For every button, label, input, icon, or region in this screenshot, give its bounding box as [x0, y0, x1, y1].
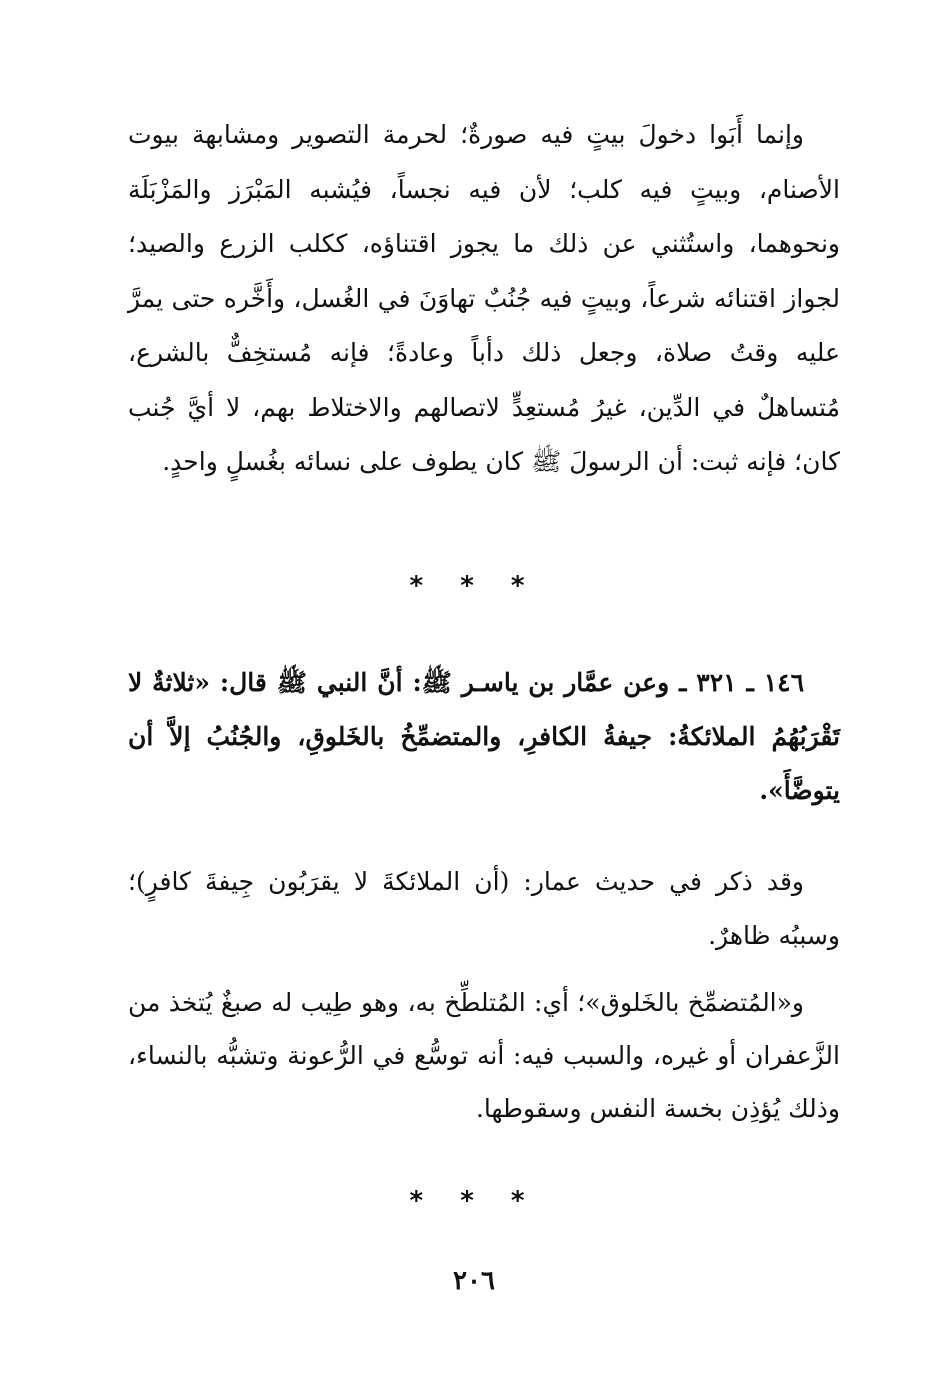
commentary-paragraph: [128, 108, 840, 490]
paragraph-text: وقد ذكر في حديث عمار: (أن الملائكةَ لا يقرَبُون جِيفةَ كافرٍ)؛ وسببُه ظاهرٌ.: [128, 867, 840, 950]
section-separator: * * *: [409, 571, 539, 601]
paragraph-text: و«المُتضمِّخ بالخَلوق»؛ أي: المُتلطِّخ به، وهو طِيب له صبغٌ يُتخذ من الزَّعفران أو غيره، والسبب فيه: أنه توسُّع في الرُّعونة وتشبُّه بالنساء، وذلك يُؤذِن بخسة النفس وسقوطها.: [128, 988, 840, 1123]
paragraph-text: وإنما أَبَوا دخولَ بيتٍ فيه صورةٌ؛ لحرمة التصوير ومشابهة بيوت الأصنام، وبيتٍ فيه كلب؛ لأن فيه نجساً، فيُشبه المَبْرَز والمَزْبَلَة ونحوهما، واستُثني عن ذلك ما يجوز اقتناؤه، ككلب الزرع والصيد؛ لجواز اقتنائه شرعاً، وبيتٍ فيه جُنُبٌ تهاوَنَ في الغُسل، وأَخَّره حتى يمرَّ عليه وقتُ صلاة، وجعل ذلك دأباً وعادةً؛ فإنه مُستخِفٌّ بالشرع، مُتساهلٌ في الدِّين، غيرُ مُستعِدٍّ لاتصالهم والاختلاط بهم، لا أيَّ جُنب كان؛ فإنه ثبت: أن الرسولَ ﷺ كان يطوف على نسائه بغُسلٍ واحدٍ.: [128, 120, 840, 476]
page-number: ٢٠٦: [453, 1266, 495, 1296]
hadith-text: [128, 656, 840, 818]
section-separator: * * *: [409, 1186, 539, 1216]
commentary-paragraph: [128, 855, 840, 963]
commentary-paragraph: [128, 976, 840, 1135]
paragraph-text: ١٤٦ ـ ٣٢١ ـ وعن عمَّار بن ياسـر ﷺ: أنَّ النبي ﷺ قال: «ثلاثةٌ لا تَقْرَبُهُمُ الملائكةُ: جيفةُ الكافرِ، والمتضمِّخُ بالخَلوقِ، والجُنُبُ إلاَّ أن يتوضَّأَ».: [128, 668, 840, 805]
